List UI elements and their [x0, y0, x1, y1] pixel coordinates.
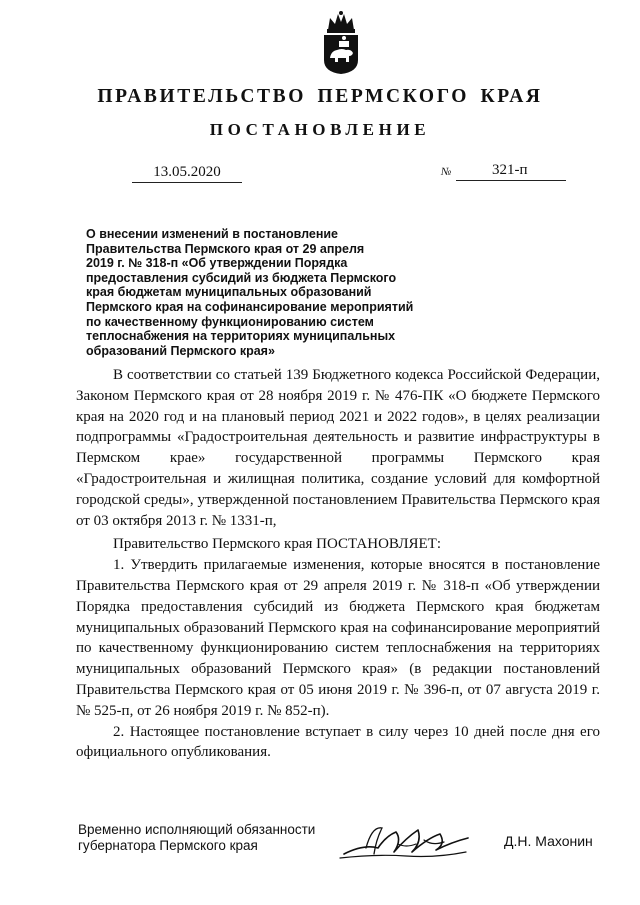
document-date: 13.05.2020	[132, 162, 242, 183]
number-sign: №	[441, 166, 452, 178]
preamble-paragraph: В соответствии со статьей 139 Бюджетного кодекса Российской Федерации, Законом Пермского края от 28 ноября 2019 г. № 476-ПК «О бюджете Пермского края на 2020 год и на плановый период 2021 и 2022 годов», в целях реализации подпрограммы «Градостроительная деятельность и развитие инфраструктуры в Пермском крае» государственной программы Пермского края «Градостроительная и жилищная политика, создание условий для комфортной городской среды», утвержденной постановлением Правительства Пермского края от 03 октября 2013 г. № 1331-п,	[76, 367, 600, 529]
document-type: ПОСТАНОВЛЕНИЕ	[209, 120, 431, 139]
subject-line: теплоснабжения на территориях муниципальных	[86, 329, 396, 344]
perm-krai-coat-of-arms	[318, 10, 364, 76]
subject-line: по качественному функционированию систем	[86, 314, 374, 329]
document-subject	[86, 227, 466, 358]
signatory-title-line: губернатора Пермского края	[78, 837, 258, 853]
document-number-field	[456, 160, 566, 181]
item-2-paragraph: 2. Настоящее постановление вступает в силу через 10 дней после дня его официального опубликования.	[76, 723, 600, 761]
government-title: ПРАВИТЕЛЬСТВО ПЕРМСКОГО КРАЯ	[97, 86, 543, 107]
signatory-name: Д.Н. Махонин	[504, 833, 593, 849]
handwritten-signature	[336, 818, 476, 866]
signatory-title	[78, 822, 348, 853]
decree-paragraph: Правительство Пермского края ПОСТАНОВЛЯЕТ:	[113, 536, 442, 553]
item-1-paragraph: 1. Утвердить прилагаемые изменения, которые вносятся в постановление Правительства Пермского края от 29 апреля 2019 г. № 318-п «Об утверждении Порядка предоставления субсидий из бюджета Пермского края бюджетам муниципальных образований Пермского края на софинансирование мероприятий по качественному функционированию систем теплоснабжения на территориях муниципальных образований Пермского края» (в редакции постановлений Правительства Пермского края от 05 июня 2019 г. № 396-п, от 07 августа 2019 г. № 525-п, от 26 ноября 2019 г. № 852-п).	[76, 557, 600, 719]
subject-line: 2019 г. № 318-п «Об утверждении Порядка	[86, 256, 348, 271]
subject-line: Пермского края на софинансирование мероприятий	[86, 299, 414, 314]
signatory-title-line: Временно исполняющий обязанности	[78, 822, 316, 837]
document-body	[76, 365, 600, 763]
subject-line: края бюджетам муниципальных образований	[86, 285, 372, 300]
document-number: 321-п	[492, 162, 528, 178]
subject-line: О внесении изменений в постановление	[86, 227, 339, 241]
subject-line: образований Пермского края»	[86, 343, 275, 358]
subject-line: предоставления субсидий из бюджета Пермского	[86, 270, 397, 285]
subject-line: Правительства Пермского края от 29 апреля	[86, 241, 365, 256]
